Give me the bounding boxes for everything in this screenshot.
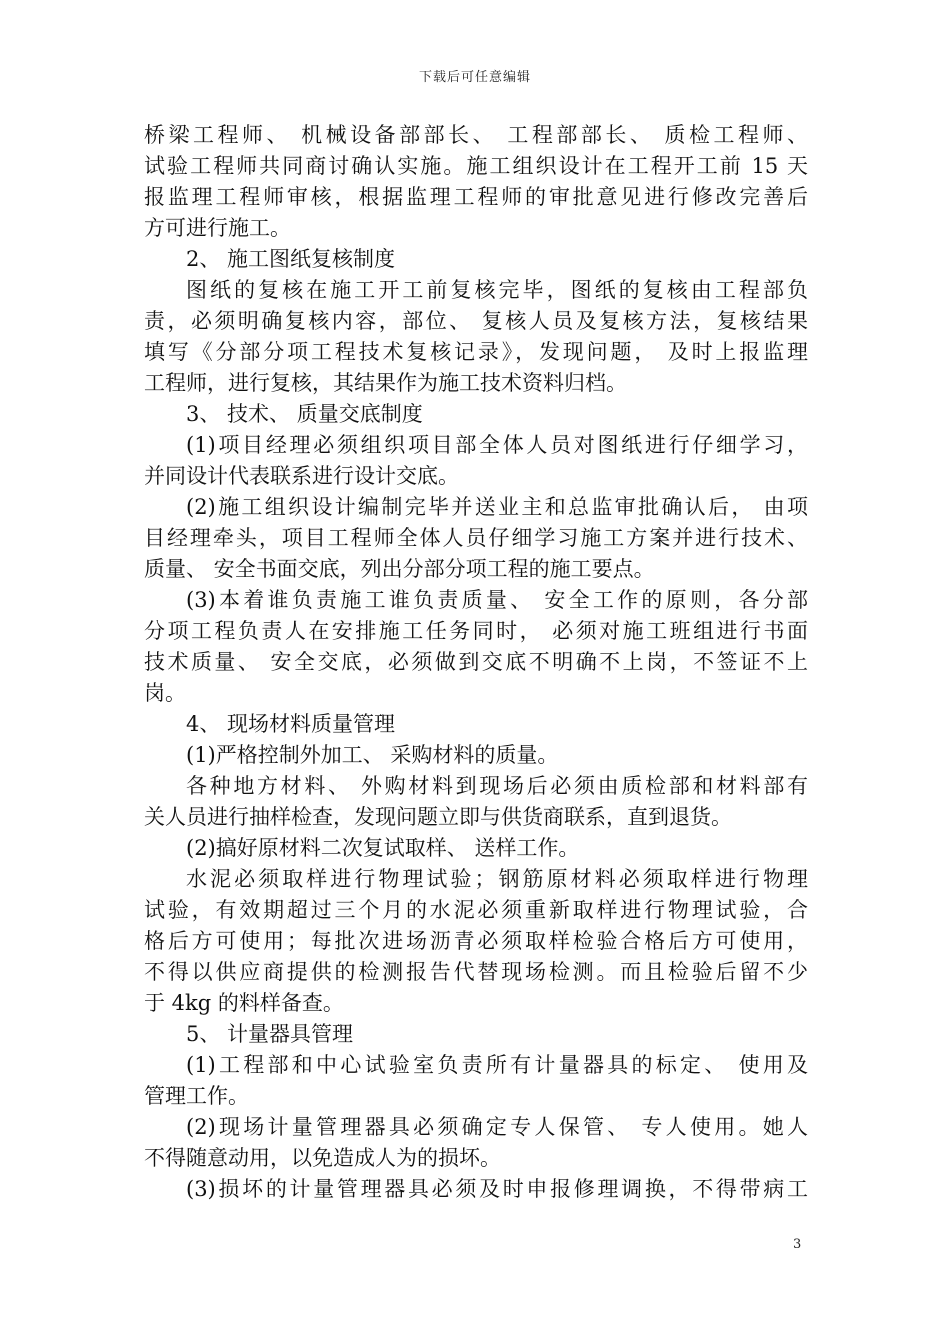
text-line: 图纸的复核在施工开工前复核完毕，图纸的复核由工程部负	[186, 278, 808, 302]
text-line: 填写《分部分项工程技术复核记录》，发现问题， 及时上报监理	[144, 340, 808, 364]
text-line: (2)搞好原材料二次复试取样、 送样工作。	[186, 836, 580, 860]
text-line: 分项工程负责人在安排施工任务同时， 必须对施工班组进行书面	[144, 619, 808, 643]
text-line: 2、 施工图纸复核制度	[186, 247, 396, 271]
text-line: 责，必须明确复核内容，部位、 复核人员及复核方法，复核结果	[144, 309, 808, 333]
text-line: 工程师，进行复核，其结果作为施工技术资料归档。	[144, 371, 627, 395]
text-line: 5、 计量器具管理	[186, 1022, 354, 1046]
page-number: 3	[793, 1237, 802, 1252]
header-note: 下载后可任意编辑	[418, 70, 531, 85]
text-line: 水泥必须取样进行物理试验；钢筋原材料必须取样进行物理	[186, 867, 808, 891]
text-line: (2)现场计量管理器具必须确定专人保管、 专人使用。她人	[186, 1115, 808, 1139]
text-line: 于 4kg 的料样备查。	[144, 991, 344, 1015]
text-line: 并同设计代表联系进行设计交底。	[144, 464, 459, 488]
text-line: 质量、 安全书面交底，列出分部分项工程的施工要点。	[144, 557, 655, 581]
text-line: (1)严格控制外加工、 采购材料的质量。	[186, 743, 559, 767]
text-line: 岗。	[144, 681, 186, 705]
document-body	[144, 120, 808, 1205]
text-line: 目经理牵头，项目工程师全体人员仔细学习施工方案并进行技术、	[144, 526, 808, 550]
text-line: (3)本着谁负责施工谁负责质量、 安全工作的原则，各分部	[186, 588, 808, 612]
text-line: 报监理工程师审核，根据监理工程师的审批意见进行修改完善后	[144, 185, 808, 209]
text-line: 3、 技术、 质量交底制度	[186, 402, 423, 426]
text-line: 关人员进行抽样检查，发现问题立即与供货商联系，直到退货。	[144, 805, 732, 829]
text-line: (3)损坏的计量管理器具必须及时申报修理调换，不得带病工	[186, 1177, 808, 1201]
text-line: 不得以供应商提供的检测报告代替现场检测。而且检验后留不少	[144, 960, 808, 984]
text-line: 格后方可使用；每批次进场沥青必须取样检验合格后方可使用，	[144, 929, 808, 953]
text-line: (1)项目经理必须组织项目部全体人员对图纸进行仔细学习，	[186, 433, 808, 457]
text-line: 试验工程师共同商讨确认实施。施工组织设计在工程开工前 15 天	[144, 154, 808, 178]
text-line: 不得随意动用，以免造成人为的损坏。	[144, 1146, 501, 1170]
text-line: (2)施工组织设计编制完毕并送业主和总监审批确认后， 由项	[186, 495, 808, 519]
text-line: (1)工程部和中心试验室负责所有计量器具的标定、 使用及	[186, 1053, 808, 1077]
text-line: 试验，有效期超过三个月的水泥必须重新取样进行物理试验，合	[144, 898, 808, 922]
text-line: 4、 现场材料质量管理	[186, 712, 396, 736]
text-line: 各种地方材料、 外购材料到现场后必须由质检部和材料部有	[186, 774, 808, 798]
text-line: 管理工作。	[144, 1084, 249, 1108]
text-line: 桥梁工程师、 机械设备部部长、 工程部部长、 质检工程师、	[144, 123, 808, 147]
text-line: 技术质量、 安全交底，必须做到交底不明确不上岗，不签证不上	[144, 650, 808, 674]
text-line: 方可进行施工。	[144, 216, 291, 240]
